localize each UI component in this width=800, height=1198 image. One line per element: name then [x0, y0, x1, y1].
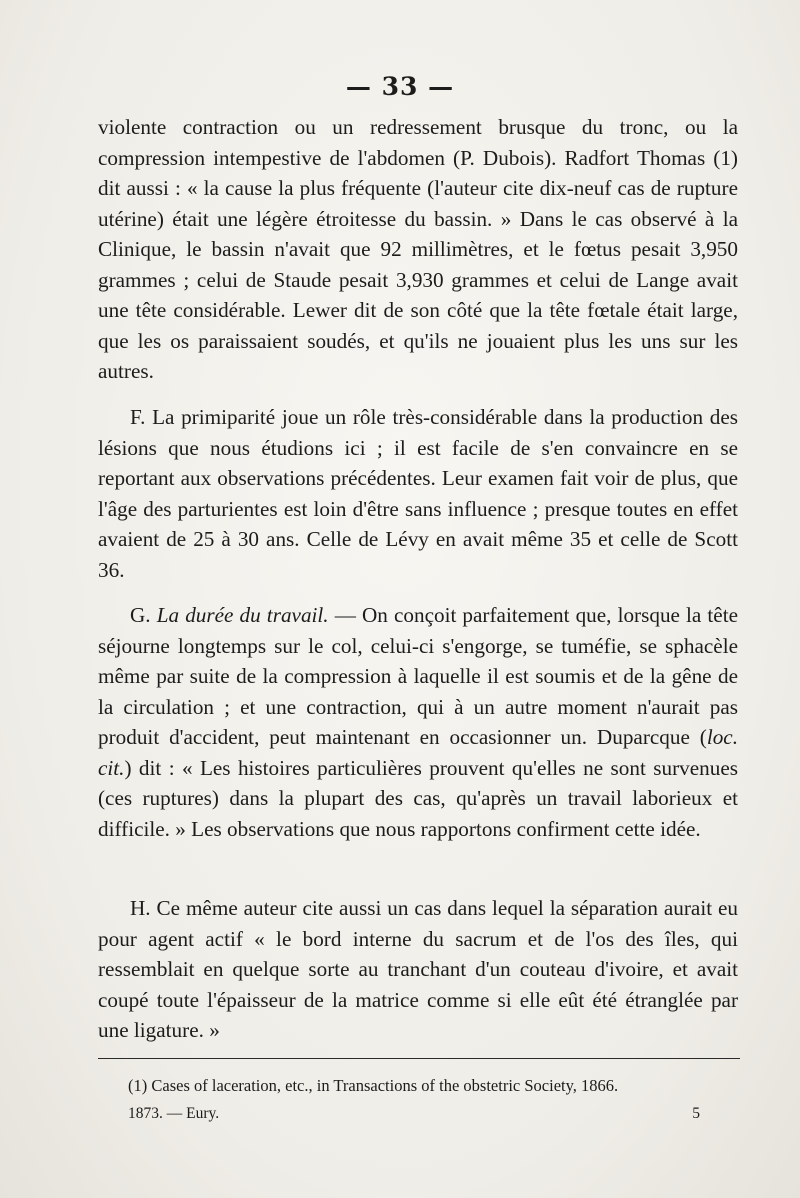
paragraph-h-text: Ce même auteur cite aussi un cas dans lequel la séparation aurait eu pour agent actif « le bord interne du sacrum et de l'os des îles, qui ressemblait en quelque sorte au tranchant d'un couteau d'ivoire, et avait coupé toute l'épaisseur de la matrice comme si elle eût été étranglée par une ligature. » [98, 896, 738, 1042]
paragraph-h [98, 893, 738, 1046]
paragraph-h-label: H. [130, 896, 151, 920]
signature-line [128, 1104, 740, 1124]
signature-mark: 5 [692, 1105, 700, 1122]
footnote-divider [98, 1058, 740, 1059]
paragraph-f-label: F. [130, 405, 146, 429]
paragraph-intro: violente contraction ou un redressement brusque du tronc, ou la compression intempestive de l'abdomen (P. Dubois). Radfort Thomas (1) dit aussi : « la cause la plus fréquente (l'auteur cite dix-neuf cas de rupture utérine) était une légère étroitesse du bassin. » Dans le cas observé à la Clinique, le bassin n'avait que 92 millimètres, et le fœtus pesait 3,950 grammes ; celui de Staude pesait 3,930 grammes et celui de Lange avait une tête considérable. Lewer dit de son côté que la tête fœtale était large, que les os paraissaient soudés, et qu'ils ne jouaient plus les uns sur les autres. [98, 115, 738, 383]
paragraph-g-citation: loc. cit. [98, 725, 738, 780]
page-number: — 33 — [345, 72, 455, 101]
footnote: (1) Cases of laceration, etc., in Transactions of the obstetric Society, 1866. [128, 1076, 619, 1095]
paragraph-f-text: La primiparité joue un rôle très-considérable dans la production des lésions que nous étudions ici ; il est facile de s'en convaincre en se reportant aux observations précédentes. Leur examen fait voir de plus, que l'âge des parturientes est loin d'être sans influence ; presque toutes en effet avaient de 25 à 30 ans. Celle de Lévy en avait même 35 et celle de Scott 36. [98, 405, 739, 582]
paragraph-g-text-2: ) dit : « Les histoires particulières prouvent qu'elles ne sont survenues (ces ruptures) dans la plupart des cas, qu'après un travail laborieux et difficile. » Les observations que nous rapportons confirment cette idée. [98, 755, 738, 841]
paragraph-g-text-1: — On conçoit parfaitement que, lorsque la tête séjourne longtemps sur le col, celui-ci s'engorge, se tuméfie, se sphacèle même par suite de la compression à laquelle il est soumis et de la gêne de la circulation ; et une contraction, qui à un autre moment n'aurait pas produit d'accident, peut maintenant en occasionner un. Duparcque ( [98, 603, 739, 749]
paragraph-g [98, 600, 738, 844]
paragraph-g-label: G. [130, 603, 151, 627]
signature-author: 1873. — Eury. [128, 1105, 220, 1122]
paragraph-g-title: La durée du travail. [156, 603, 329, 627]
paragraph-f [98, 402, 738, 585]
